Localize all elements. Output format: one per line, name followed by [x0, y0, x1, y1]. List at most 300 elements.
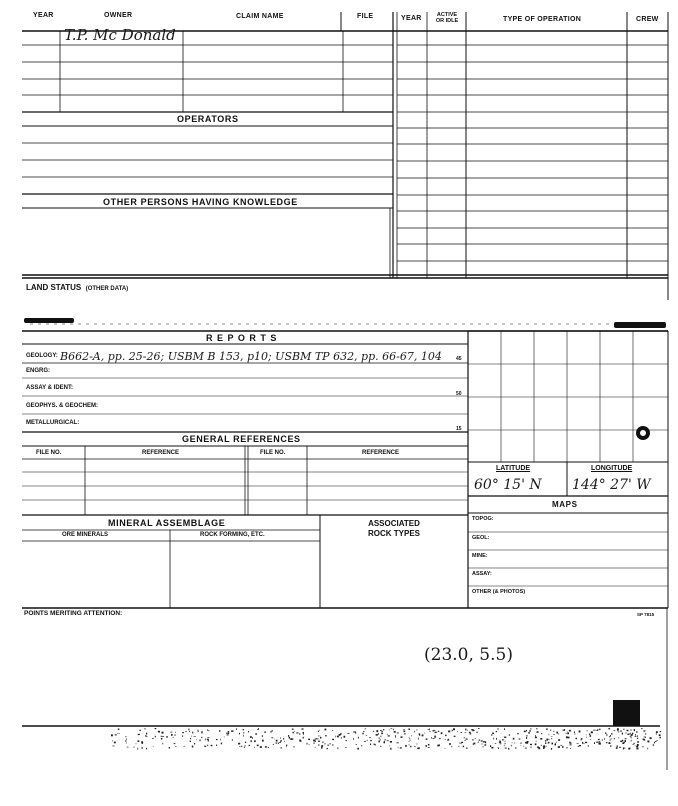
scan-noise-speck — [660, 737, 661, 739]
scan-noise-speck — [400, 747, 401, 748]
scan-noise-speck — [448, 739, 449, 740]
scan-noise-speck — [112, 740, 113, 741]
scan-noise-speck — [410, 738, 411, 740]
scan-noise-speck — [127, 747, 129, 748]
scan-noise-speck — [325, 735, 326, 737]
scan-noise-speck — [418, 738, 419, 740]
associated-label: ASSOCIATED — [368, 519, 420, 528]
operators-heading: OPERATORS — [177, 114, 239, 124]
scan-noise-speck — [395, 737, 396, 738]
scan-noise-speck — [254, 747, 255, 748]
scan-noise-speck — [273, 744, 274, 745]
scan-noise-speck — [378, 733, 379, 735]
points-meriting-label: POINTS MERITING ATTENTION: — [24, 610, 123, 617]
scan-noise-speck — [207, 737, 209, 738]
scan-noise-speck — [536, 728, 537, 729]
scan-noise-speck — [341, 737, 342, 739]
scan-noise-speck — [141, 741, 143, 742]
scan-noise-speck — [155, 736, 156, 738]
scan-noise-speck — [655, 741, 657, 742]
scan-noise-speck — [434, 730, 435, 731]
maps-topog-label: TOPOG: — [472, 516, 494, 522]
scan-noise-speck — [146, 748, 147, 750]
scan-noise-speck — [448, 731, 450, 733]
scan-noise-speck — [330, 743, 331, 744]
scan-noise-speck — [619, 747, 621, 748]
scan-noise-speck — [200, 740, 201, 742]
scan-noise-speck — [362, 733, 363, 735]
scan-noise-speck — [558, 734, 559, 735]
scan-noise-speck — [155, 728, 157, 729]
scan-noise-speck — [174, 743, 176, 744]
scan-noise-speck — [262, 735, 263, 737]
scan-noise-speck — [571, 742, 572, 744]
scan-noise-speck — [373, 731, 374, 732]
scan-noise-speck — [656, 731, 658, 733]
scan-noise-speck — [616, 747, 618, 749]
scan-noise-speck — [337, 736, 339, 738]
scan-noise-speck — [188, 729, 189, 731]
scan-noise-speck — [357, 748, 359, 750]
scan-noise-speck — [419, 734, 420, 736]
scan-noise-speck — [535, 735, 536, 737]
header-owner: OWNER — [104, 12, 133, 19]
scan-noise-speck — [608, 728, 610, 729]
scan-noise-speck — [380, 746, 381, 747]
scan-noise-speck — [647, 741, 649, 743]
scan-noise-speck — [469, 732, 471, 733]
scan-noise-speck — [520, 743, 522, 744]
scan-noise-speck — [262, 740, 264, 742]
scan-noise-speck — [463, 746, 464, 748]
scan-noise-speck — [182, 732, 184, 733]
scan-noise-speck — [524, 731, 526, 733]
scan-noise-speck — [496, 731, 497, 732]
scan-noise-speck — [318, 744, 319, 746]
scan-noise-speck — [387, 740, 389, 741]
scan-noise-speck — [519, 739, 521, 740]
scan-noise-speck — [567, 732, 569, 734]
scan-noise-speck — [514, 743, 515, 744]
scan-noise-speck — [422, 734, 423, 736]
scan-noise-speck — [300, 741, 302, 742]
scan-noise-speck — [196, 739, 197, 740]
scan-noise-speck — [117, 733, 118, 734]
scan-noise-speck — [447, 740, 449, 741]
scan-noise-speck — [300, 733, 301, 734]
scan-noise-speck — [260, 746, 262, 748]
scan-noise-speck — [627, 730, 629, 731]
scan-noise-speck — [133, 747, 134, 748]
scan-noise-speck — [467, 730, 468, 731]
scan-noise-speck — [570, 744, 572, 745]
header-file: FILE — [357, 13, 374, 20]
scan-noise-speck — [166, 736, 168, 737]
scan-noise-speck — [428, 729, 430, 730]
latitude-value: 60° 15' N — [474, 477, 542, 493]
scan-noise-speck — [271, 737, 273, 738]
scan-noise-speck — [319, 735, 320, 736]
scan-noise-speck — [628, 748, 629, 750]
scan-noise-speck — [492, 733, 494, 735]
scan-noise-speck — [637, 744, 639, 746]
scan-noise-speck — [620, 731, 622, 732]
scan-noise-speck — [479, 739, 480, 741]
scan-noise-speck — [537, 731, 539, 732]
scan-noise-speck — [623, 729, 625, 730]
scan-noise-speck — [370, 744, 371, 746]
scan-noise-speck — [175, 732, 176, 733]
scan-noise-speck — [377, 734, 378, 736]
scan-noise-speck — [505, 748, 507, 749]
scan-noise-speck — [657, 740, 658, 741]
scan-noise-speck — [499, 740, 500, 741]
scan-noise-speck — [521, 745, 522, 746]
scan-noise-speck — [478, 742, 479, 743]
scan-noise-speck — [245, 745, 246, 746]
scan-noise-speck — [499, 741, 501, 742]
scan-noise-speck — [383, 729, 384, 730]
scan-noise-speck — [625, 740, 627, 742]
scan-noise-speck — [379, 737, 380, 739]
scan-noise-speck — [634, 729, 635, 731]
scan-noise-speck — [198, 730, 199, 732]
scan-noise-speck — [566, 747, 568, 748]
scan-noise-speck — [294, 731, 295, 732]
scan-noise-speck — [325, 729, 327, 731]
scan-noise-speck — [526, 737, 527, 739]
scan-noise-speck — [316, 738, 318, 739]
scan-noise-speck — [445, 735, 447, 736]
scan-noise-speck — [445, 739, 446, 740]
scan-noise-speck — [125, 736, 126, 737]
scan-noise-speck — [437, 745, 439, 747]
scan-noise-speck — [545, 740, 546, 741]
scan-noise-speck — [139, 730, 141, 731]
scan-noise-speck — [426, 745, 427, 747]
geophys-geochem-label: GEOPHYS. & GEOCHEM: — [26, 403, 99, 409]
scan-noise-speck — [216, 745, 217, 746]
scan-noise-speck — [585, 742, 587, 743]
scan-noise-speck — [498, 747, 499, 748]
scan-noise-speck — [238, 744, 240, 745]
scan-noise-speck — [530, 730, 531, 732]
scan-noise-speck — [279, 742, 281, 743]
scan-noise-speck — [636, 746, 638, 748]
scan-noise-speck — [344, 736, 346, 738]
scan-noise-speck — [227, 733, 229, 734]
scan-noise-speck — [367, 740, 368, 741]
land-status-heading — [26, 277, 128, 295]
scan-noise-speck — [387, 734, 388, 735]
scan-noise-speck — [433, 738, 435, 739]
scan-noise-speck — [194, 736, 196, 737]
scan-noise-speck — [388, 735, 390, 736]
scan-noise-speck — [313, 743, 315, 744]
scan-noise-speck — [337, 747, 338, 749]
scan-noise-speck — [530, 729, 532, 730]
scan-noise-speck — [577, 743, 579, 744]
scan-noise-speck — [441, 732, 443, 734]
scan-noise-speck — [473, 744, 474, 745]
scan-noise-speck — [292, 729, 294, 730]
scan-noise-speck — [381, 733, 383, 734]
scan-noise-speck — [428, 744, 430, 746]
scan-noise-speck — [162, 743, 163, 745]
scan-noise-speck — [500, 744, 501, 745]
scan-noise-speck — [517, 733, 519, 734]
scan-noise-speck — [336, 736, 337, 738]
scan-noise-speck — [288, 735, 289, 737]
form-code: SP 7815 — [637, 612, 655, 617]
scan-noise-speck — [551, 736, 552, 737]
scan-noise-speck — [609, 736, 610, 737]
longitude-value: 144° 27' W — [572, 477, 651, 493]
scan-noise-speck — [598, 739, 600, 740]
scan-noise-speck — [555, 743, 556, 744]
reports-num-45: 45 — [456, 356, 462, 362]
scan-noise-speck — [504, 746, 506, 747]
scan-noise-speck — [384, 741, 385, 743]
scan-noise-speck — [618, 732, 620, 733]
scan-noise-speck — [610, 735, 611, 737]
scan-noise-speck — [590, 739, 591, 740]
scan-noise-speck — [637, 738, 638, 739]
scan-noise-speck — [243, 732, 244, 733]
scan-noise-speck — [465, 729, 466, 731]
scan-noise-speck — [434, 736, 436, 738]
scan-noise-speck — [650, 737, 652, 739]
scan-noise-speck — [660, 731, 661, 732]
scan-noise-speck — [431, 737, 432, 738]
scan-noise-speck — [258, 728, 259, 730]
scan-noise-speck — [255, 733, 257, 735]
scan-noise-speck — [112, 746, 114, 747]
scan-noise-speck — [466, 739, 468, 740]
scan-noise-speck — [569, 742, 571, 743]
scan-noise-speck — [631, 729, 632, 730]
scan-noise-speck — [366, 735, 367, 736]
scan-noise-speck — [296, 732, 298, 733]
scan-noise-speck — [505, 737, 506, 738]
mineral-assemblage-heading: MINERAL ASSEMBLAGE — [108, 518, 226, 528]
scan-noise-speck — [632, 733, 633, 735]
scan-noise-speck — [656, 734, 657, 735]
scan-noise-speck — [545, 742, 546, 744]
scan-noise-speck — [284, 741, 285, 742]
scan-noise-speck — [115, 734, 117, 735]
scan-noise-speck — [622, 733, 623, 735]
scan-noise-speck — [590, 735, 592, 737]
scan-noise-speck — [144, 729, 146, 730]
scan-noise-speck — [293, 732, 294, 734]
scan-noise-speck — [549, 734, 550, 735]
scan-noise-speck — [226, 733, 227, 735]
scan-noise-speck — [582, 742, 583, 744]
scan-noise-speck — [568, 737, 570, 739]
general-references-heading: GENERAL REFERENCES — [182, 434, 301, 444]
scan-noise-speck — [404, 733, 405, 735]
scan-noise-speck — [391, 728, 393, 729]
scan-noise-speck — [313, 740, 315, 742]
scan-noise-speck — [609, 742, 610, 744]
scan-noise-speck — [594, 742, 595, 744]
handwritten-coordinates-note: (23.0, 5.5) — [424, 645, 513, 665]
scan-noise-speck — [526, 736, 528, 737]
scan-noise-speck — [394, 731, 396, 733]
scan-noise-speck — [475, 738, 476, 739]
scan-noise-speck — [464, 740, 465, 741]
scan-noise-speck — [596, 730, 598, 731]
scan-noise-speck — [173, 737, 174, 738]
latitude-label: LATITUDE — [496, 465, 531, 472]
scan-noise-speck — [286, 746, 287, 747]
scan-noise-speck — [192, 746, 194, 748]
scan-noise-speck — [382, 731, 383, 733]
scan-noise-speck — [145, 735, 146, 737]
scan-noise-speck — [276, 743, 278, 744]
scan-noise-speck — [248, 731, 249, 732]
scan-noise-speck — [211, 745, 213, 746]
scan-noise-speck — [332, 745, 334, 746]
scan-noise-speck — [641, 728, 643, 729]
scan-noise-speck — [566, 736, 568, 738]
scan-noise-speck — [400, 748, 402, 749]
scan-noise-speck — [191, 736, 192, 737]
scan-noise-speck — [321, 747, 322, 749]
maps-assay-label: ASSAY: — [472, 571, 492, 577]
scan-noise-speck — [540, 738, 542, 740]
scan-noise-speck — [636, 748, 638, 750]
scan-noise-speck — [224, 737, 225, 738]
scan-noise-speck — [271, 731, 272, 733]
scan-noise-speck — [554, 734, 555, 735]
scan-noise-speck — [445, 748, 446, 749]
scan-noise-speck — [201, 732, 202, 733]
scan-noise-speck — [515, 748, 517, 749]
scan-noise-speck — [631, 736, 632, 738]
scan-noise-speck — [569, 730, 571, 732]
scan-noise-speck — [204, 746, 206, 747]
scan-noise-speck — [228, 731, 230, 733]
scan-noise-speck — [138, 734, 140, 735]
scan-noise-speck — [630, 741, 631, 742]
scan-noise-speck — [278, 743, 279, 744]
scan-noise-speck — [390, 741, 392, 743]
scan-noise-speck — [361, 745, 362, 746]
scan-noise-speck — [618, 738, 619, 739]
scan-noise-speck — [543, 747, 544, 748]
scan-noise-speck — [464, 737, 465, 738]
scan-noise-speck — [535, 743, 537, 745]
scan-noise-speck — [617, 728, 619, 730]
scan-noise-speck — [604, 738, 605, 740]
land-status-label: LAND STATUS — [26, 283, 82, 292]
scan-noise-speck — [551, 738, 552, 739]
scan-noise-speck — [637, 741, 639, 742]
scan-noise-speck — [201, 737, 202, 738]
scan-noise-speck — [220, 739, 221, 741]
scan-noise-speck — [185, 731, 187, 732]
scan-noise-speck — [523, 746, 524, 747]
scan-noise-speck — [587, 731, 588, 732]
scan-noise-speck — [465, 732, 467, 733]
scan-noise-speck — [339, 734, 341, 736]
scan-noise-speck — [319, 730, 320, 731]
scan-noise-speck — [560, 745, 562, 746]
scan-noise-speck — [184, 746, 185, 747]
scan-noise-speck — [345, 740, 347, 741]
scan-noise-speck — [481, 740, 483, 741]
scan-noise-speck — [303, 732, 304, 734]
scan-noise-speck — [221, 743, 222, 745]
scan-noise-speck — [570, 748, 571, 749]
scan-noise-speck — [644, 731, 645, 732]
scan-noise-speck — [556, 742, 557, 743]
scan-noise-speck — [175, 746, 176, 747]
scan-noise-speck — [476, 732, 478, 733]
scan-noise-speck — [207, 739, 209, 740]
scan-noise-speck — [543, 745, 545, 746]
associated-rock-types-heading — [322, 519, 466, 539]
scan-noise-speck — [645, 733, 646, 735]
scan-noise-speck — [254, 740, 256, 742]
header-crew: CREW — [636, 16, 659, 23]
scan-noise-speck — [461, 742, 463, 743]
scan-noise-speck — [451, 746, 452, 747]
maps-mine-label: MINE: — [472, 553, 488, 559]
header-year: YEAR — [33, 12, 54, 19]
scan-noise-speck — [257, 729, 258, 730]
scan-noise-speck — [410, 740, 411, 741]
scan-noise-speck — [484, 744, 486, 745]
scan-noise-speck — [398, 747, 399, 748]
header-active-or-idle — [428, 12, 466, 24]
scan-noise-speck — [268, 747, 269, 748]
scan-noise-speck — [586, 737, 587, 738]
scan-noise-speck — [365, 729, 366, 730]
scan-noise-speck — [299, 734, 300, 735]
scan-noise-speck — [548, 743, 550, 744]
scan-noise-speck — [364, 741, 366, 742]
scan-noise-speck — [219, 730, 220, 732]
scan-noise-speck — [424, 733, 425, 734]
scan-noise-speck — [583, 743, 585, 744]
scan-noise-speck — [482, 747, 484, 748]
scan-noise-speck — [136, 743, 137, 744]
scan-noise-speck — [302, 728, 304, 729]
geology-label: GEOLOGY: — [26, 353, 58, 359]
longitude-label: LONGITUDE — [591, 465, 633, 472]
scan-noise-speck — [216, 739, 218, 740]
scan-noise-speck — [397, 733, 399, 734]
scan-noise-speck — [309, 745, 310, 746]
scan-noise-speck — [286, 745, 287, 746]
scan-noise-speck — [498, 728, 499, 729]
scan-noise-speck — [586, 735, 587, 736]
scan-noise-speck — [163, 736, 164, 737]
scan-noise-speck — [397, 742, 399, 743]
scan-noise-speck — [171, 734, 173, 736]
scan-noise-speck — [511, 745, 512, 747]
scan-noise-speck — [630, 733, 631, 734]
scan-noise-speck — [490, 745, 491, 747]
scan-noise-speck — [111, 734, 113, 736]
scan-noise-speck — [537, 747, 538, 748]
scan-noise-speck — [409, 744, 410, 745]
scan-noise-speck — [236, 728, 237, 729]
scan-noise-speck — [170, 732, 172, 733]
